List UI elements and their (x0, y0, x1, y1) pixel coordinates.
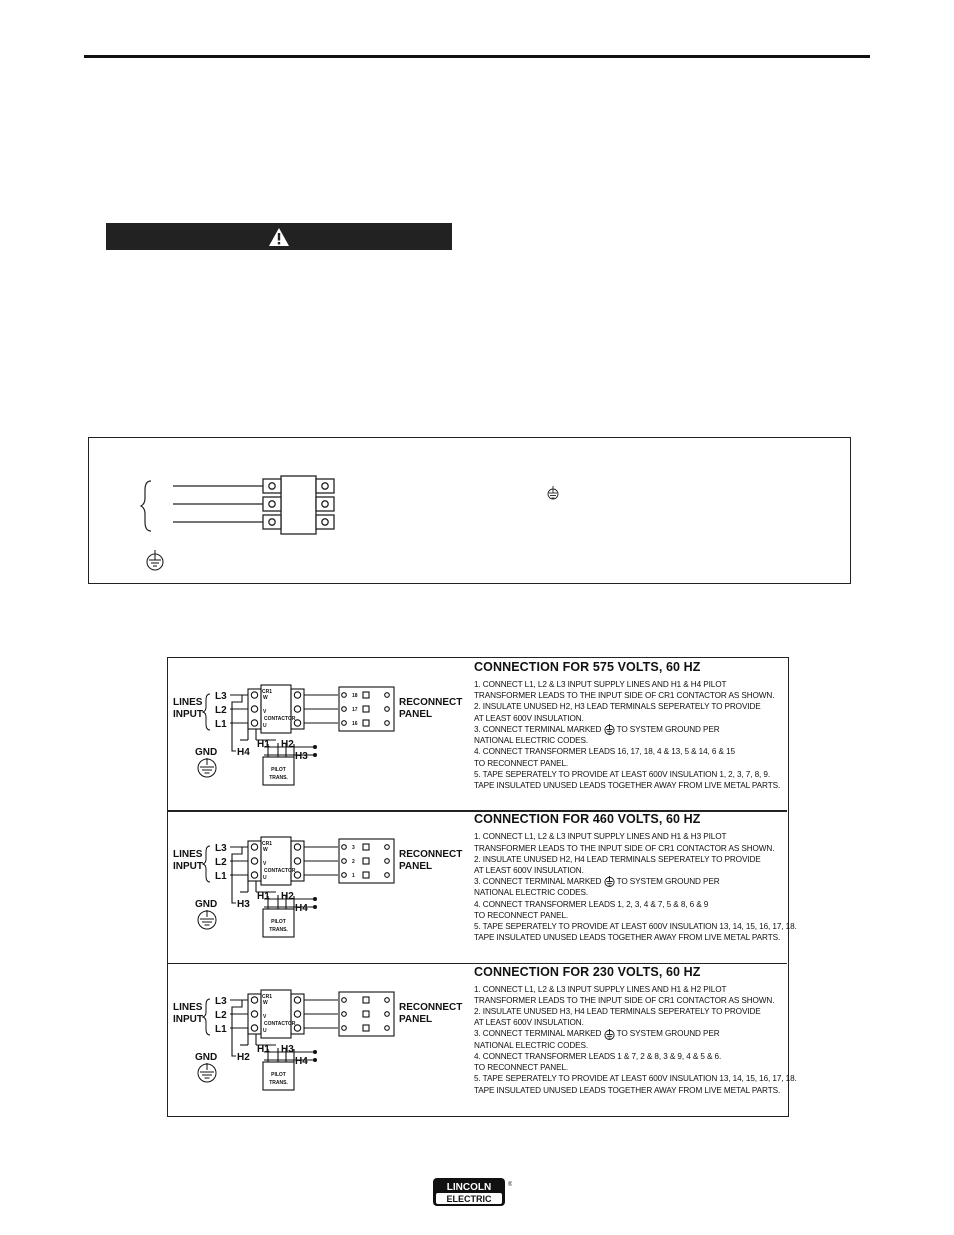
note-line: 4. CONNECT TRANSFORMER LEADS 1, 2, 3, 4 & 7, 5 & 8, 6 & 9 (474, 899, 709, 909)
diagram-label: V (263, 709, 267, 715)
diagram-label: GND (195, 899, 218, 911)
note-line: 5. TAPE SEPERATELY TO PROVIDE AT LEAST 600V INSULATION 1, 2, 3, 7, 8, 9. (474, 769, 771, 779)
diagram-label: H3 (237, 899, 250, 911)
diagram-label: L3 (215, 843, 227, 855)
note-line: AT LEAST 600V INSULATION. (474, 1018, 584, 1028)
diagram-label: GND (195, 1051, 218, 1063)
note-line: AT LEAST 600V INSULATION. (474, 865, 584, 875)
connection-section (168, 963, 797, 1115)
note-line: NATIONAL ELECTRIC CODES. (474, 736, 589, 746)
note-line (474, 876, 789, 887)
diagram-label: V (263, 861, 267, 868)
diagram-label: W (263, 695, 268, 701)
diagram-label: CONTACTOR (264, 716, 296, 722)
diagram-label: CONTACTOR (264, 1020, 296, 1027)
diagram-label: L3 (215, 995, 227, 1007)
diagram-label: PILOT (271, 1071, 286, 1078)
diagram-label: H3 (295, 751, 308, 762)
note-line: 1. CONNECT L1, L2 & L3 INPUT SUPPLY LINES AND H1 & H4 PILOT (474, 680, 727, 689)
diagram-label: H4 (237, 747, 250, 758)
note-line: 1. CONNECT L1, L2 & L3 INPUT SUPPLY LINES AND H1 & H3 PILOT (474, 832, 727, 842)
wiring-diagram (168, 810, 468, 962)
ground-symbol-icon (604, 1029, 615, 1040)
diagram-label: 3 (352, 845, 355, 852)
section-divider (168, 963, 787, 965)
note-fragment: 3. CONNECT TERMINAL MARKED (474, 724, 602, 734)
connection-title: CONNECTION FOR 575 VOLTS, 60 HZ (474, 660, 701, 674)
diagram-label: RECONNECT (399, 849, 463, 861)
diagram-label: PANEL (399, 709, 433, 720)
logo-registered-mark: ® (508, 1182, 512, 1188)
note-line (474, 1028, 789, 1039)
ground-symbol-icon (604, 724, 615, 735)
note-line: TO RECONNECT PANEL. (474, 758, 569, 768)
connection-diagrams-panel (167, 657, 797, 1117)
diagram-label: GND (195, 747, 218, 758)
diagram-label: INPUT (173, 1013, 203, 1025)
connection-title: CONNECTION FOR 460 VOLTS, 60 HZ (474, 812, 701, 827)
diagram-label: L2 (215, 1009, 227, 1021)
diagram-label: PILOT (271, 767, 286, 773)
note-line: TRANSFORMER LEADS TO THE INPUT SIDE OF CR1 CONTACTOR AS SHOWN. (474, 843, 775, 853)
note-fragment: 3. CONNECT TERMINAL MARKED (474, 877, 602, 887)
note-line: 4. CONNECT TRANSFORMER LEADS 1 & 7, 2 & 8, 3 & 9, 4 & 5 & 6. (474, 1051, 722, 1061)
input-connection-diagram (88, 437, 851, 584)
connection-title: CONNECTION FOR 230 VOLTS, 60 HZ (474, 964, 701, 979)
connection-section (168, 658, 787, 810)
diagram-label: U (263, 723, 267, 729)
ground-symbol-icon (548, 486, 558, 499)
diagram-label: L1 (215, 1023, 227, 1035)
note-line: 2. INSULATE UNUSED H3, H4 LEAD TERMINALS SEPERATELY TO PROVIDE (474, 1007, 761, 1016)
note-line: 5. TAPE SEPERATELY TO PROVIDE AT LEAST 600V INSULATION 13, 14, 15, 16, 17, 18. (474, 922, 797, 932)
diagram-label: LINES (173, 1001, 203, 1013)
note-line: AT LEAST 600V INSULATION. (474, 713, 584, 723)
wiring-diagram (168, 658, 468, 810)
diagram-label: TRANS. (269, 775, 288, 781)
section-divider (168, 810, 787, 812)
note-line: TO RECONNECT PANEL. (474, 1063, 569, 1073)
diagram-label: CR1 (262, 841, 273, 848)
diagram-label: CR1 (262, 689, 273, 695)
diagram-label: H1 (257, 739, 270, 750)
diagram-label: TRANS. (269, 927, 288, 934)
note-line: 5. TAPE SEPERATELY TO PROVIDE AT LEAST 600V INSULATION 13, 14, 15, 16, 17, 18. (474, 1074, 797, 1084)
note-line: 1. CONNECT L1, L2 & L3 INPUT SUPPLY LINES AND H1 & H2 PILOT (474, 984, 727, 994)
lincoln-electric-logo (432, 1177, 512, 1207)
warning-triangle-icon (268, 227, 290, 247)
logo-line2: ELECTRIC (446, 1194, 492, 1204)
header-rule (84, 55, 870, 58)
diagram-label: LINES (173, 697, 203, 708)
connection-instructions (474, 964, 797, 1096)
diagram-label: H2 (237, 1051, 250, 1063)
diagram-label: RECONNECT (399, 1001, 463, 1013)
diagram-label: V (263, 1013, 267, 1020)
connection-instructions (474, 660, 789, 791)
diagram-label: TRANS. (269, 1079, 288, 1086)
contactor-sketch (89, 438, 849, 583)
note-line: TAPE INSULATED UNUSED LEADS TOGETHER AWAY FROM LIVE METAL PARTS. (474, 1085, 781, 1095)
note-line: 2. INSULATE UNUSED H2, H4 LEAD TERMINALS SEPERATELY TO PROVIDE (474, 854, 761, 864)
diagram-label: H4 (295, 903, 308, 915)
note-fragment: TO SYSTEM GROUND PER (616, 724, 720, 734)
diagram-label: INPUT (173, 861, 203, 873)
diagram-label: H3 (281, 1043, 294, 1055)
diagram-label: CR1 (262, 993, 273, 1000)
note-fragment: 3. CONNECT TERMINAL MARKED (474, 1029, 602, 1039)
note-line: NATIONAL ELECTRIC CODES. (474, 888, 589, 898)
diagram-label: L1 (215, 719, 227, 730)
note-fragment: TO SYSTEM GROUND PER (616, 877, 720, 887)
note-line: 2. INSULATE UNUSED H2, H3 LEAD TERMINALS SEPERATELY TO PROVIDE (474, 702, 761, 712)
diagram-label: 17 (352, 707, 358, 713)
diagram-label: LINES (173, 849, 203, 861)
warning-banner (106, 223, 452, 250)
diagram-label: U (263, 1027, 267, 1034)
diagram-label: INPUT (173, 709, 203, 720)
note-line: NATIONAL ELECTRIC CODES. (474, 1040, 589, 1050)
diagram-label: 18 (352, 693, 358, 699)
diagram-label: W (263, 847, 268, 854)
diagram-label: H1 (257, 891, 270, 903)
diagram-label: U (263, 875, 267, 882)
diagram-label: L1 (215, 871, 227, 883)
diagram-label: 2 (352, 859, 355, 866)
diagram-label: W (263, 999, 268, 1006)
wiring-diagram (168, 963, 468, 1115)
connection-instructions (474, 812, 797, 943)
ground-symbol-icon (604, 876, 615, 887)
note-line: TRANSFORMER LEADS TO THE INPUT SIDE OF CR1 CONTACTOR AS SHOWN. (474, 995, 775, 1005)
diagram-label: H2 (281, 891, 294, 903)
diagram-label: PANEL (399, 861, 433, 873)
note-line (474, 724, 789, 735)
ground-symbol-icon (147, 550, 163, 570)
diagram-label: L2 (215, 705, 227, 716)
diagram-label: PILOT (271, 919, 286, 926)
diagram-label: H1 (257, 1043, 270, 1055)
diagram-label: L3 (215, 691, 227, 702)
diagram-label: 1 (352, 873, 355, 880)
connection-section (168, 810, 797, 962)
note-line: 4. CONNECT TRANSFORMER LEADS 16, 17, 18, 4 & 13, 5 & 14, 6 & 15 (474, 747, 735, 757)
logo-line1: LINCOLN (446, 1182, 492, 1193)
note-line: TAPE INSULATED UNUSED LEADS TOGETHER AWAY FROM LIVE METAL PARTS. (474, 780, 781, 790)
diagram-label: H4 (295, 1055, 308, 1067)
note-line: TAPE INSULATED UNUSED LEADS TOGETHER AWAY FROM LIVE METAL PARTS. (474, 933, 781, 943)
diagram-label: H2 (281, 739, 294, 750)
diagram-label: L2 (215, 857, 227, 869)
note-fragment: TO SYSTEM GROUND PER (616, 1029, 720, 1039)
note-line: TRANSFORMER LEADS TO THE INPUT SIDE OF CR1 CONTACTOR AS SHOWN. (474, 691, 775, 701)
note-line: TO RECONNECT PANEL. (474, 910, 569, 920)
diagram-label: 16 (352, 721, 358, 727)
diagram-label: PANEL (399, 1013, 433, 1025)
diagram-label: RECONNECT (399, 697, 463, 708)
diagram-label: CONTACTOR (264, 868, 296, 875)
